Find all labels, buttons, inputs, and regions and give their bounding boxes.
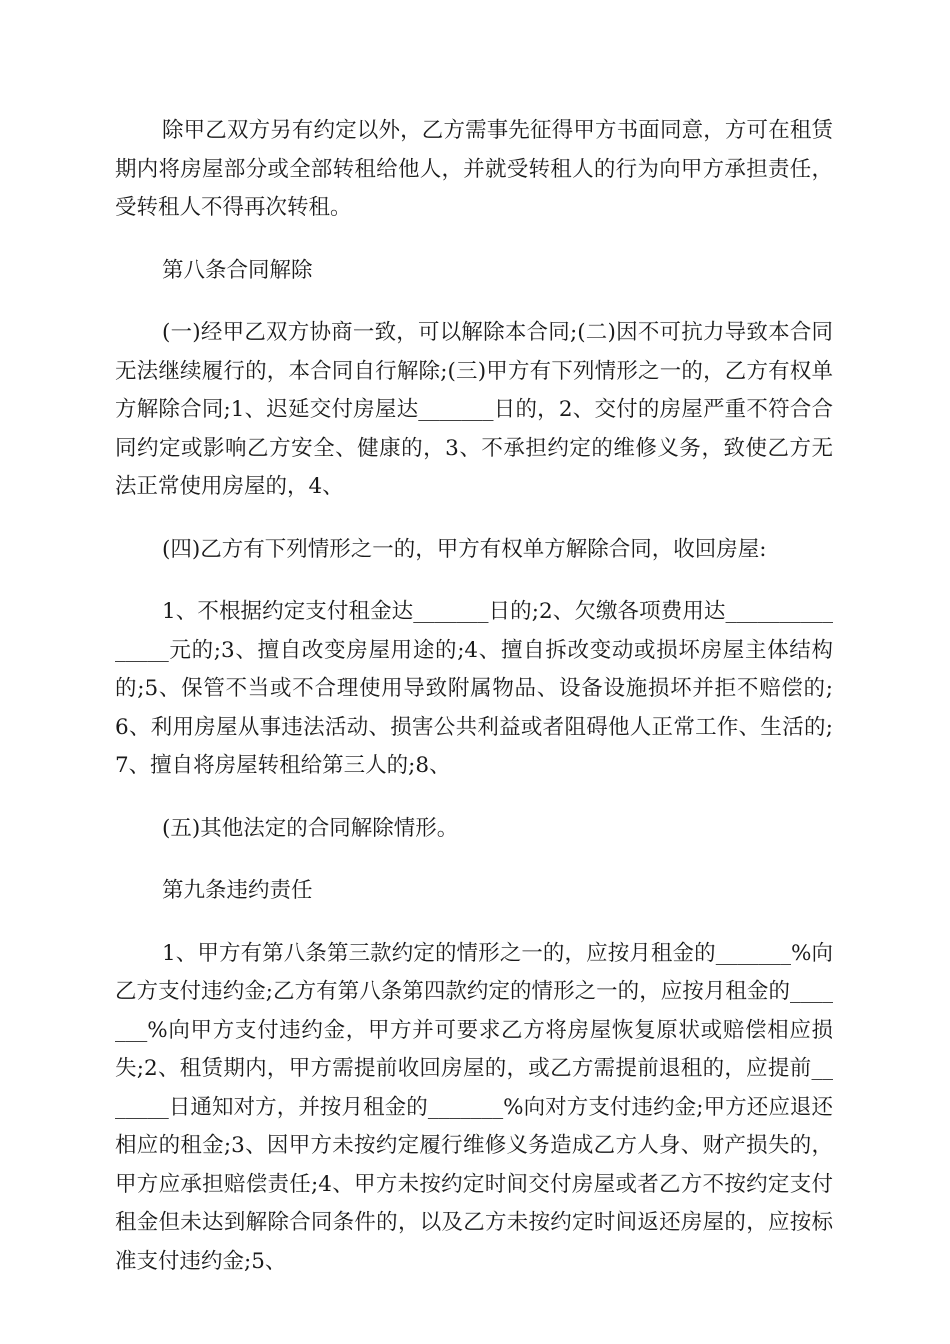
article-9-heading: 第九条违约责任 [162,878,313,903]
landlord-termination-heading: (四)乙方有下列情形之一的，甲方有权单方解除合同，收回房屋: [162,536,767,562]
sublease-paragraph: 除甲乙双方另有约定以外，乙方需事先征得甲方书面同意，方可在租赁期内将房屋部分或全部转租给他人，并就受转租人的行为向甲方承担责任，受转租人不得再次转租。 [115,118,833,220]
other-legal-termination: (五)其他法定的合同解除情形。 [162,815,459,841]
article-8-heading: 第八条合同解除 [162,257,313,283]
termination-clauses-paragraph: (一)经甲乙双方协商一致，可以解除本合同;(二)因不可抗力导致本合同无法继续履行的，本合同自行解除;(三)甲方有下列情形之一的，乙方有权单方解除合同;1、迟延交付房屋达_______日的，2、交付的房屋严重不符合合同约定或影响乙方安全、健康的，3、不承担约定的维修义务，致使乙方无法正常使用房屋的，4、 [115,320,833,499]
document-page [115,112,833,1305]
landlord-termination-clauses: 1、不根据约定支付租金达_______日的;2、欠缴各项费用达_______________元的;3、擅自改变房屋用途的;4、擅自拆改变动或损坏房屋主体结构的;5、保管不当或不合理使用导致附属物品、设备设施损坏并拒不赔偿的;6、利用房屋从事违法活动、损害公共利益或者阻碍他人正常工作、生活的;7、擅自将房屋转租给第三人的;8、 [115,599,833,778]
liability-clauses-paragraph: 1、甲方有第八条第三款约定的情形之一的，应按月租金的_______%向乙方支付违约金;乙方有第八条第四款约定的情形之一的，应按月租金的_______%向甲方支付违约金，甲方并可要求乙方将房屋恢复原状或赔偿相应损失;2、租赁期内，甲方需提前收回房屋的，或乙方需提前退租的，应提前_______日通知对方，并按月租金的_______%向对方支付违约金;甲方还应退还相应的租金;3、因甲方未按约定履行维修义务造成乙方人身、财产损失的，甲方应承担赔偿责任;4、甲方未按约定时间交付房屋或者乙方不按约定支付租金但未达到解除合同条件的，以及乙方未按约定时间返还房屋的，应按标准支付违约金;5、 [115,940,833,1274]
